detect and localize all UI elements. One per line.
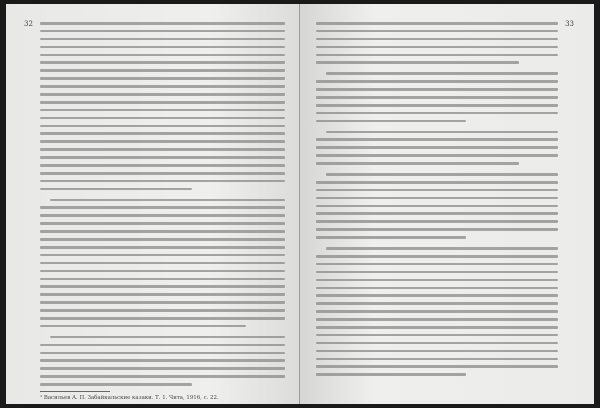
right-page: [300, 4, 594, 404]
footnote: ¹ Васильев А. П. Забайкальские казаки. Т. 1. Чита, 1916, с. 22.: [40, 394, 219, 401]
left-page: [6, 4, 300, 404]
footnote-rule: [40, 391, 110, 392]
right-page-body: [316, 22, 558, 376]
right-page-number: 33: [565, 20, 574, 28]
left-page-number: 32: [24, 20, 33, 28]
book-spread: [6, 4, 594, 404]
left-page-body: [40, 22, 285, 386]
